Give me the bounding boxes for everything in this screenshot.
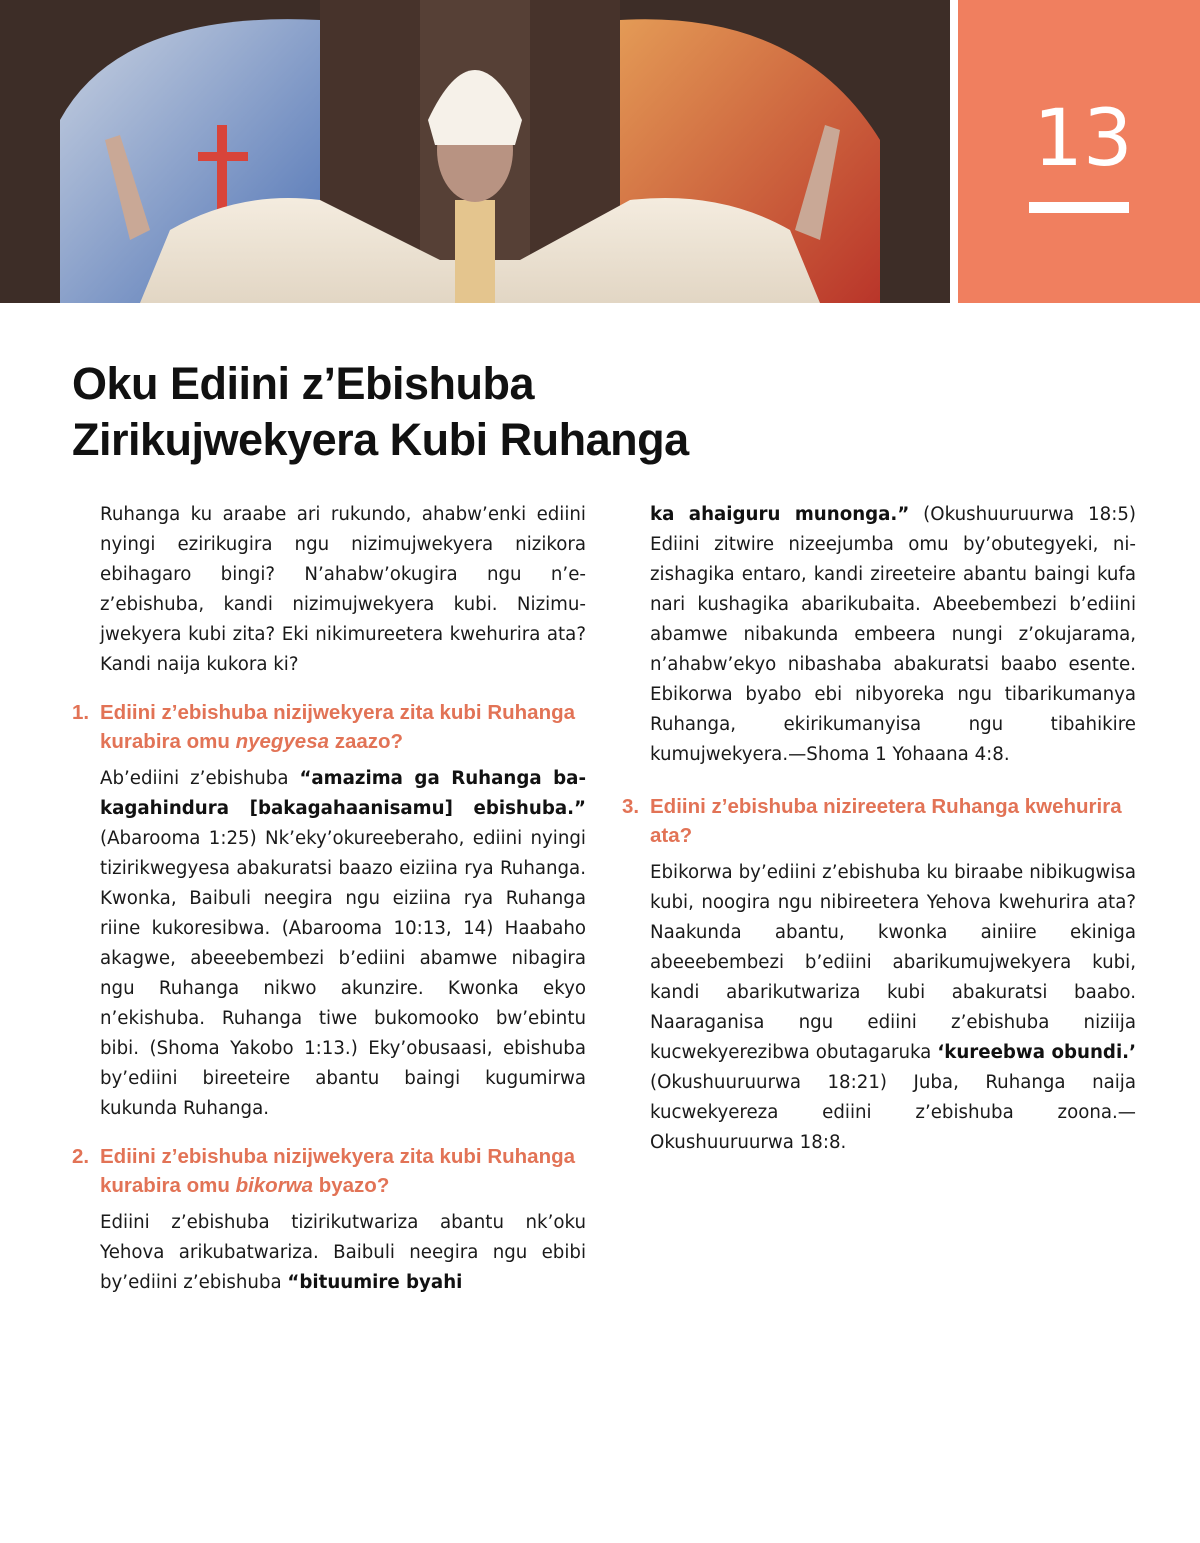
answer-text: Ediini z’ebishuba tizirikutwariza abantu nk’oku Yehova arikubatwariza. Baibuli neegira ngu ebibi by’ediini z’ebishuba [100,1212,586,1293]
answer-text-cont: (Abarooma 1:25) Nk’eky’okureeberaho, ediini nyingi tizirikwegyesa abakuratsi baazo eiziina rya Ruhanga. Kwonka, Baibuli neegira ngu eiziina rya Ruhanga riine kukoresibwa. (Abarooma 10:13, 14) Haabaho akagwe, abeeebembezi b’ediini abamwe nibagira ngu Ruhanga nikwo akunzire. Kwonka ekyo n’ekishuba. Ruhanga tiwe bukomooko bw’ebintu bibi. (Shoma Yakobo 1:13.) Eky’obusaasi, ebishuba by’ediini bireeteire abantu baingi kugumirwa kukunda Ruhanga. [100,828,586,1119]
answer-2-part-2 [622,500,1136,770]
hero-illustration [0,0,950,303]
question-text-end: zaazo? [329,730,404,753]
page-title [72,356,872,468]
answer-text: Ab’ediini z’ebishuba [100,768,300,789]
question-2 [72,1142,586,1200]
answer-text: Ebikorwa by’ediini z’ebishuba ku biraabe nibikugwisa kubi, noogira ngu nibireetera Yehova kwehurira ata? Naakunda abantu, kwonka ainiire ekiniga abeeebembezi b’ediini abarikumujwekyera kubi, kandi abarikutwariza kubi abakuratsi baabo. Naaraganisa ngu ediini z’ebishuba niziija kucwekyerezibwa obutagaruka [650,862,1136,1063]
question-text: Ediini z’ebishuba nizijwekyera zita kubi Ruhanga kurabira omu [100,701,576,753]
answer-text-cont: (Okushuuruurwa 18:5) Ediini zitwire nizeejumba omu by’obutegyeki, nizishagika entaro, kandi zireeteire abantu baingi kufa nari kushagika abarikubaita. Abeebembezi b’ediini abamwe nibakunda embeera nungi z’okujarama, n’ahabw’ekyo nibashaba abakuratsi baabo esente. Ebikorwa byabo ebi nibyoreka ngu tibarikumanya Ruhanga, ekirikumanyisa ngu tibahikire kumujwekyera.—Shoma 1 Yohaana 4:8. [650,504,1136,765]
answer-2-part-1 [72,1208,586,1298]
question-3 [622,792,1136,850]
title-line-2: Zirikujwekyera Kubi Ruhanga [72,414,689,465]
scripture-quote: “amazima ga Ruhanga bakagahindura [bakagahaanisamu] ebishuba.” [100,768,586,819]
chapter-underline [1029,202,1129,213]
intro-paragraph: Ruhanga ku araabe ari rukundo, ahabw’enki ediini nyingi ezirikugira ngu nizimujwekyera nizikora ebihagaro bingi? N’ahabw’okugira ngu n’ez’ebishuba, kandi nizimujwekyera kubi. Nizimujwekyera kubi zita? Eki nikimureetera kwehurira ata? Kandi naija kukora ki? [100,504,586,675]
answer-1 [72,764,586,1124]
question-1 [72,698,586,756]
question-emphasis: nyegyesa [235,730,330,753]
question-text: Ediini z’ebishuba nizijwekyera zita kubi Ruhanga kurabira omu [100,1145,576,1197]
scripture-quote-cont: ka ahaiguru munonga.” [650,504,910,525]
question-text: Ediini z’ebishuba nizireetera Ruhanga kwehurira ata? [650,795,1122,847]
question-number: 2. [72,1145,90,1168]
scripture-quote: ‘kureebwa obundi.’ [937,1042,1136,1063]
title-line-1: Oku Ediini z’Ebishuba [72,358,535,409]
question-text-end: byazo? [313,1174,390,1197]
hero-image [0,0,950,303]
answer-text-cont: (Okushuuruurwa 18:21) Juba, Ruhanga naija kucwekyereza ediini z’ebishuba zoona.—Okushuuruurwa 18:8. [650,1072,1136,1153]
left-column [72,500,586,1298]
right-column [622,500,1136,1158]
chapter-badge [958,0,1200,303]
question-emphasis: bikorwa [235,1174,314,1197]
question-number: 3. [622,795,640,818]
question-number: 1. [72,701,90,724]
chapter-number: 13 [1033,94,1133,184]
answer-3 [622,858,1136,1158]
scripture-quote: “bituumire byahi [287,1272,463,1293]
